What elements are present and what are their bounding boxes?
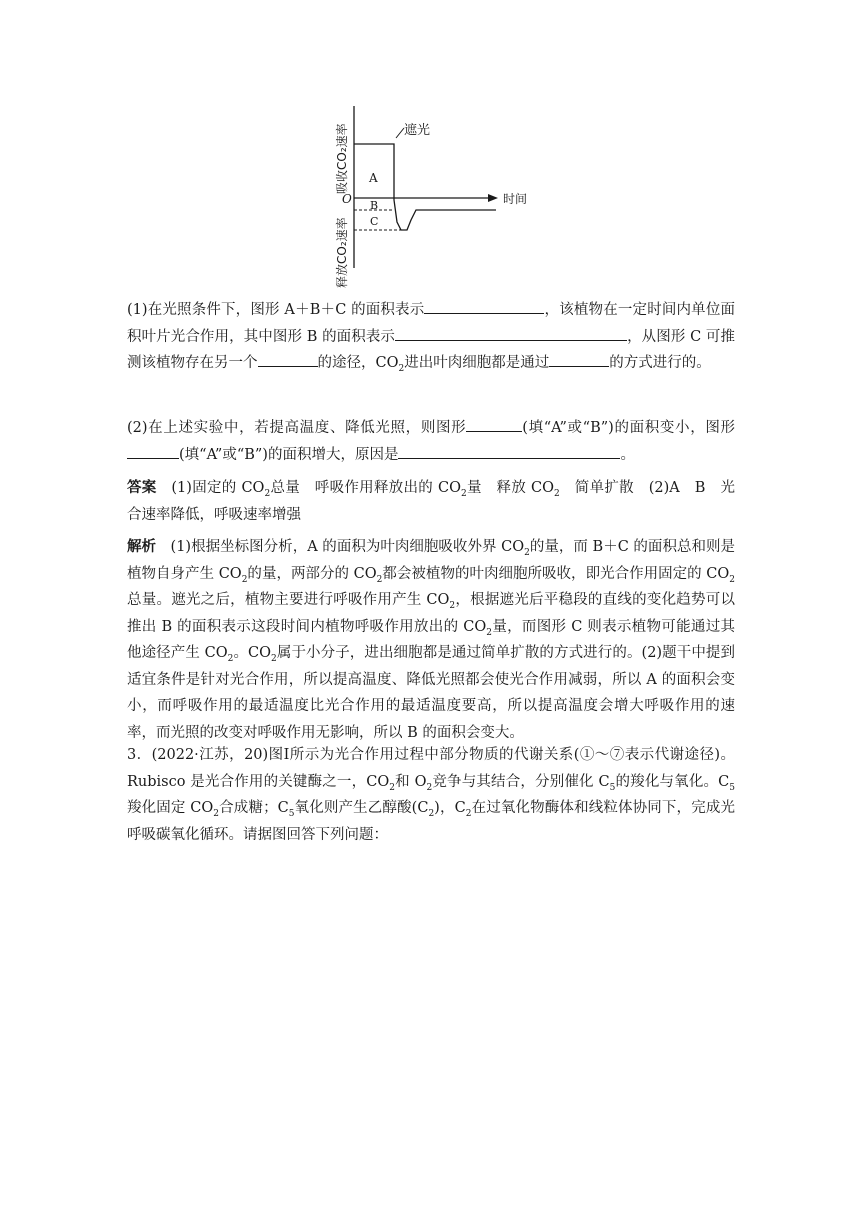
shade-label: 遮光 [404, 123, 431, 138]
question-1: (1)在光照条件下，图形 A＋B＋C 的面积表示 ，该植物在一定时间内单位面积叶片光合作用，其中图形 B 的面积表示 ，从图形 C 可推测该植物存在另一个 的途径，$CO_2$进出叶肉细胞都是通过 的方式进行的。 [127, 297, 735, 377]
question-3: 3．(2022·江苏，20)图Ⅰ所示为光合作用过程中部分物质的代谢关系(①～⑦表示代谢途径)。Rubisco 是光合作用的关键酶之一，$CO_2$和 $O_2$竞争与其结合，分别催化 $C_5$的羧化与氧化。$C_5$羧化固定 $CO_2$合成糖；$C_5$氧化则产生乙醇酸$(C_2)$，$C_2$在过氧化物酶体和线粒体协同下，完成光呼吸碳氧化循环。请据图回答下列问题： [127, 747, 735, 843]
region-a-label: A [369, 171, 378, 185]
y-axis-top-label: 吸收CO₂速率 [335, 123, 349, 194]
x-axis-arrow [488, 194, 498, 202]
co2-rate-diagram [300, 98, 550, 298]
x-axis-label: 时间 [503, 192, 528, 206]
explanation-block: 解析 (1)根据坐标图分析，A 的面积为叶肉细胞吸收外界 $CO_2$的量，而 B＋C 的面积总和则是植物自身产生 $CO_2$的量，两部分的 $CO_2$都会被植物的叶肉细胞所吸收，即光合作用固定的 $CO_2$总量。遮光之后，植物主要进行呼吸作用产生 $CO_2$，根据遮光后平稳段的直线的变化趋势可以推出 B 的面积表示这段时间内植物呼吸作用放出的 $CO_2$量，而图形 C 则表示植物可能通过其他途径产生 $CO_2$。$CO_2$属于小分子，进出细胞都是通过简单扩散的方式进行的。(2)题干中提到适宜条件是针对光合作用，所以提高温度、降低光照都会使光合作用减弱，所以 A 的面积会变小，而呼吸作用的最适温度比光合作用的最适温度要高，所以提高温度会增大呼吸作用的速率，而光照的改变对呼吸作用无影响，所以 B 的面积会变大。 [127, 539, 736, 741]
blank-6[interactable] [127, 443, 179, 459]
region-c-label: C [370, 215, 379, 228]
question-2: (2)在上述实验中，若提高温度、降低光照，则图形 (填“A”或“B”)的面积变小，图形(填“A”或“B”)的面积增大，原因是 。 [127, 415, 735, 468]
blank-3[interactable] [258, 351, 318, 367]
y-axis-bottom-label: 释放CO₂速率 [335, 217, 349, 288]
region-b-label: B [370, 199, 379, 212]
blank-1[interactable] [424, 298, 544, 314]
blank-7[interactable] [398, 443, 620, 459]
blank-2[interactable] [395, 325, 627, 341]
blank-5[interactable] [466, 416, 522, 432]
origin-label: O [342, 192, 352, 206]
answer-block: 答案 (1)固定的 $CO_2$总量 呼吸作用释放出的 $CO_2$量 释放 $CO_2$ 简单扩散 (2)A B 光合速率降低，呼吸速率增强 [127, 480, 736, 523]
explanation-label: 解析 [127, 539, 157, 555]
answer-label: 答案 [127, 480, 157, 496]
blank-4[interactable] [549, 351, 609, 367]
